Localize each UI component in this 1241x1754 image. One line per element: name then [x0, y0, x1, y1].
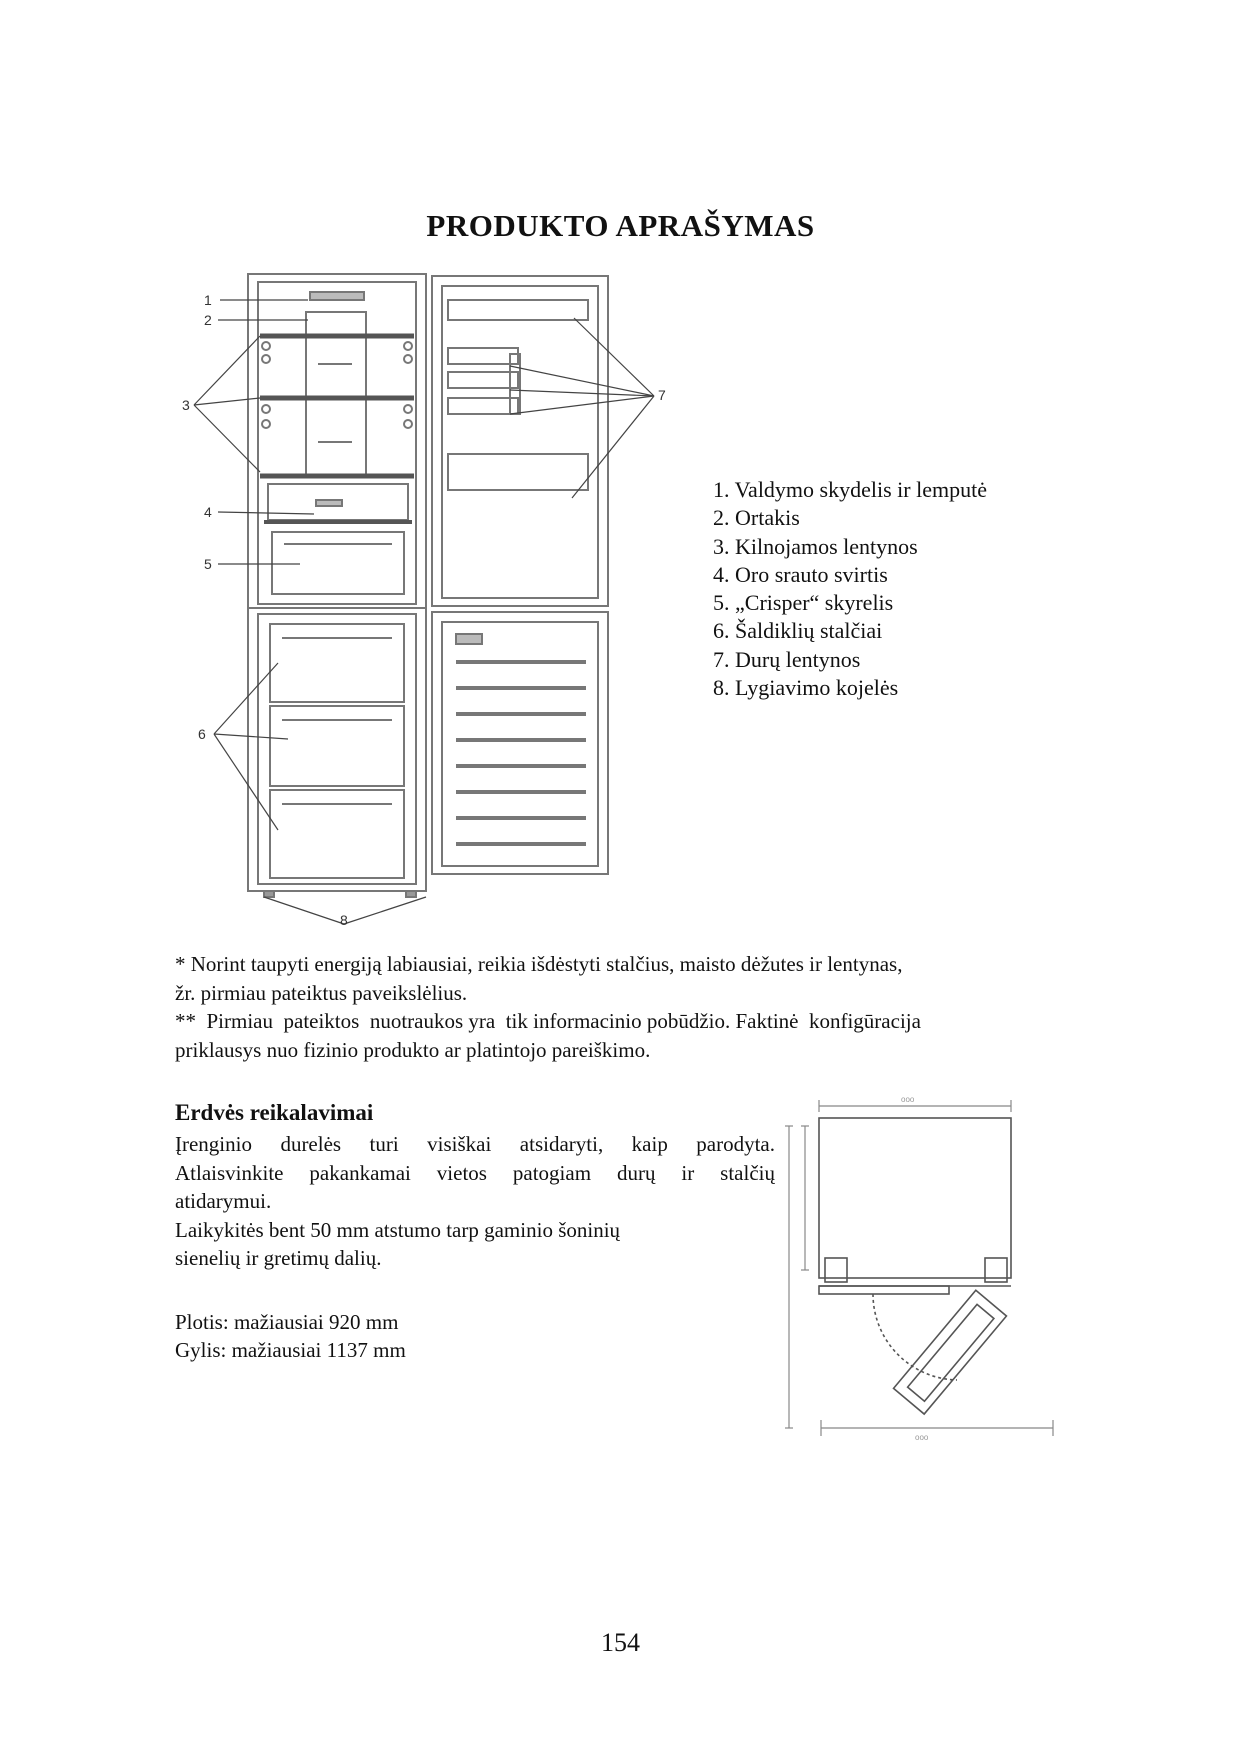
note-line: žr. pirmiau pateiktus paveikslėlius.	[175, 980, 468, 1005]
svg-text:ooo: ooo	[915, 1433, 929, 1440]
svg-text:ooo: ooo	[901, 1095, 915, 1104]
legend-item: 8. Lygiavimo kojelės	[713, 675, 899, 701]
door-shelf	[448, 348, 518, 364]
minimum-dimensions	[175, 1308, 406, 1364]
callout-5: 5	[204, 556, 212, 572]
door-shelf	[448, 398, 518, 414]
control-panel	[310, 292, 364, 300]
space-line: Atlaisvinkite pakankamai vietos patogiam durų ir stalčių	[175, 1160, 775, 1185]
callout-1: 1	[204, 292, 212, 308]
freezer-drawer	[270, 706, 404, 786]
open-door	[894, 1290, 1007, 1414]
door-shelf	[448, 372, 518, 388]
page-title: PRODUKTO APRAŠYMAS	[426, 208, 815, 243]
width-requirement: Plotis: mažiausiai 920 mm	[175, 1310, 399, 1334]
callout-3: 3	[182, 397, 190, 413]
legend-item: 2. Ortakis	[713, 505, 800, 531]
callout-7: 7	[658, 387, 666, 403]
clearance-plan-drawing	[785, 1090, 1075, 1440]
space-line: atidarymui.	[175, 1189, 272, 1214]
space-line: Laikykitės bent 50 mm atstumo tarp gaminio šoninių	[175, 1217, 621, 1242]
freezer-drawer	[270, 624, 404, 702]
door-shelf	[448, 300, 588, 320]
fridge-diagram	[180, 262, 680, 927]
door-shelf	[448, 454, 588, 490]
crisper	[272, 532, 404, 594]
legend-item: 5. „Crisper“ skyrelis	[713, 590, 894, 616]
space-requirements-text	[175, 1130, 775, 1273]
callout-8: 8	[340, 912, 348, 927]
leveling-foot	[406, 891, 416, 897]
leveling-foot	[264, 891, 274, 897]
note-line: * Norint taupyti energiją labiausiai, reikia išdėstyti stalčius, maisto dėžutes ir lentynas,	[175, 952, 903, 976]
legend-item: 3. Kilnojamos lentynos	[713, 533, 918, 559]
fridge-top-view	[819, 1118, 1011, 1278]
callout-6: 6	[198, 726, 206, 742]
legend-item: 1. Valdymo skydelis ir lemputė	[713, 477, 987, 502]
space-requirements-heading: Erdvės reikalavimai	[175, 1100, 374, 1125]
freezer-door	[432, 612, 608, 874]
callout-4: 4	[204, 504, 212, 520]
note-line: priklausys nuo fizinio produkto ar platintojo pareiškimo.	[175, 1038, 651, 1063]
parts-legend	[713, 476, 987, 702]
legend-item: 4. Oro srauto svirtis	[713, 561, 888, 587]
fridge-body	[248, 274, 426, 891]
page-number: 154	[601, 1628, 640, 1657]
space-line: Įrenginio durelės turi visiškai atsidaryti, kaip parodyta.	[175, 1132, 775, 1156]
callout-2: 2	[204, 312, 212, 328]
space-line: sienelių ir gretimų dalių.	[175, 1246, 382, 1271]
legend-item: 7. Durų lentynos	[713, 646, 861, 672]
depth-requirement: Gylis: mažiausiai 1137 mm	[175, 1338, 406, 1362]
note-line: ** Pirmiau pateiktos nuotraukos yra tik informacinio pobūdžio. Faktinė konfigūracija	[175, 1009, 921, 1034]
legend-item: 6. Šaldiklių stalčiai	[713, 618, 883, 644]
notes	[175, 950, 1075, 1065]
air-flow-lever	[316, 500, 342, 506]
